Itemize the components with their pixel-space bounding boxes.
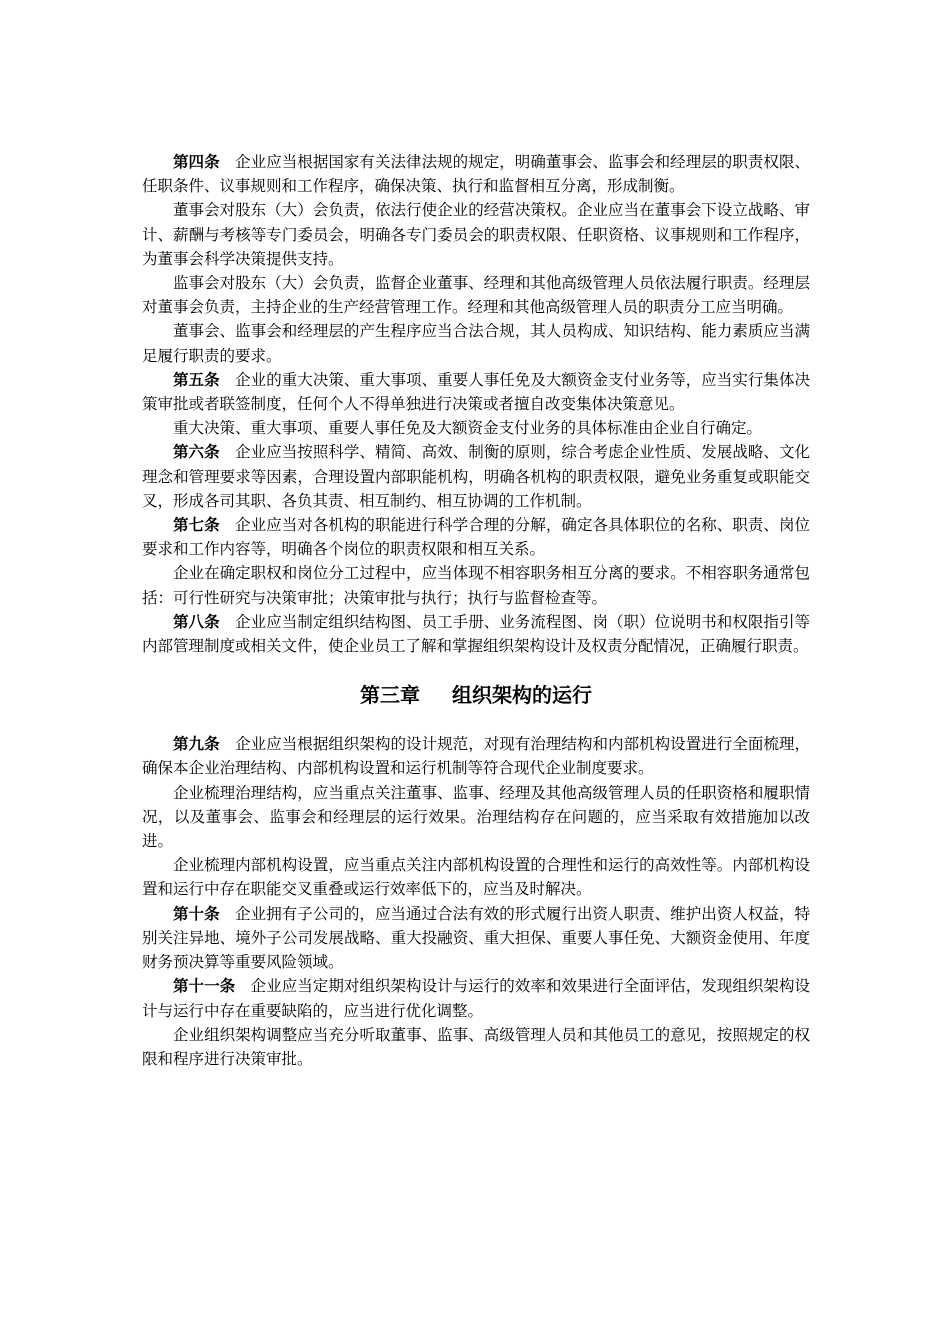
- article-11: [142, 974, 810, 1022]
- paragraph-text: 企业应当制定组织结构图、员工手册、业务流程图、岗（职）位说明书和权限指引等内部管理制度或相关文件，使企业员工了解和掌握组织架构设计及权责分配情况，正确履行职责。: [142, 612, 810, 656]
- paragraph: [142, 853, 810, 901]
- article-label: 第十条: [173, 903, 220, 923]
- chapter-number: 第三章: [360, 683, 420, 708]
- article-6: [142, 440, 810, 513]
- paragraph: [142, 416, 810, 440]
- chapter-heading: [142, 681, 810, 709]
- chapter-title: 组织架构的运行: [452, 683, 592, 708]
- paragraph-text: 企业应当对各机构的职能进行科学合理的分解，确定各具体职位的名称、职责、岗位要求和工作内容等，明确各个岗位的职责权限和相互关系。: [142, 516, 810, 559]
- article-section-a: [142, 150, 810, 658]
- paragraph-text: 董事会、监事会和经理层的产生程序应当合法合规，其人员构成、知识结构、能力素质应当满足履行职责的要求。: [142, 322, 810, 365]
- article-section-b: [142, 732, 810, 1071]
- article-5: [142, 368, 810, 416]
- paragraph: [142, 319, 810, 367]
- paragraph: [142, 781, 810, 854]
- paragraph-text: 企业的重大决策、重大事项、重要人事任免及大额资金支付业务等，应当实行集体决策审批或者联签制度，任何个人不得单独进行决策或者擅自改变集体决策意见。: [142, 370, 810, 414]
- article-label: 第十一条: [173, 976, 236, 996]
- article-7: [142, 513, 810, 561]
- article-label: 第九条: [173, 734, 220, 754]
- paragraph-text: 企业梳理内部机构设置，应当重点关注内部机构设置的合理性和运行的高效性等。内部机构设置和运行中存在职能交叉重叠或运行效率低下的，应当及时解决。: [142, 856, 810, 899]
- paragraph-text: 企业应当根据组织架构的设计规范，对现有治理结构和内部机构设置进行全面梳理，确保本企业治理结构、内部机构设置和运行机制等符合现代企业制度要求。: [142, 735, 810, 778]
- article-label: 第八条: [173, 611, 220, 631]
- article-label: 第四条: [173, 152, 220, 171]
- article-8: [142, 610, 810, 658]
- paragraph: [142, 561, 810, 609]
- paragraph-text: 企业应当根据国家有关法律法规的规定，明确董事会、监事会和经理层的职责权限、任职条件、议事规则和工作程序，确保决策、执行和监督相互分离，形成制衡。: [142, 153, 810, 196]
- paragraph-text: 企业在确定职权和岗位分工过程中，应当体现不相容职务相互分离的要求。不相容职务通常包括：可行性研究与决策审批；决策审批与执行；执行与监督检查等。: [142, 564, 810, 607]
- paragraph-text: 企业应当定期对组织架构设计与运行的效率和效果进行全面评估，发现组织架构设计与运行中存在重要缺陷的，应当进行优化调整。: [142, 977, 810, 1020]
- article-label: 第五条: [173, 369, 220, 389]
- paragraph: [142, 1023, 810, 1071]
- article-10: [142, 902, 810, 975]
- article-label: 第六条: [173, 442, 220, 462]
- paragraph-text: 企业应当按照科学、精简、高效、制衡的原则，综合考虑企业性质、发展战略、文化理念和管理要求等因素，合理设置内部职能机构，明确各机构的职责权限，避免业务重复或职能交叉，形成各司其职、各负其责、相互制约、相互协调的工作机制。: [142, 443, 810, 510]
- paragraph-text: 企业组织架构调整应当充分听取董事、监事、高级管理人员和其他员工的意见，按照规定的权限和程序进行决策审批。: [142, 1025, 810, 1068]
- paragraph-text: 董事会对股东（大）会负责，依法行使企业的经营决策权。企业应当在董事会下设立战略、审计、薪酬与考核等专门委员会，明确各专门委员会的职责权限、任职资格、议事规则和工作程序，为董事会科学决策提供支持。: [142, 201, 810, 268]
- paragraph-text: 监事会对股东（大）会负责，监督企业董事、经理和其他高级管理人员依法履行职责。经理层对董事会负责，主持企业的生产经营管理工作。经理和其他高级管理人员的职责分工应当明确。: [142, 274, 810, 317]
- article-4: [142, 150, 810, 198]
- paragraph: [142, 198, 810, 271]
- article-9: [142, 732, 810, 780]
- paragraph-text: 企业拥有子公司的，应当通过合法有效的形式履行出资人职责、维护出资人权益，特别关注异地、境外子公司发展战略、重大投融资、重大担保、重要人事任免、大额资金使用、年度财务预决算等重要风险领域。: [142, 904, 810, 972]
- paragraph-text: 重大决策、重大事项、重要人事任免及大额资金支付业务的具体标准由企业自行确定。: [173, 419, 763, 438]
- article-label: 第七条: [173, 515, 220, 535]
- document-page: [142, 150, 810, 1071]
- paragraph-text: 企业梳理治理结构，应当重点关注董事、监事、经理及其他高级管理人员的任职资格和履职情况，以及董事会、监事会和经理层的运行效果。治理结构存在问题的，应当采取有效措施加以改进。: [142, 783, 810, 851]
- paragraph: [142, 271, 810, 319]
